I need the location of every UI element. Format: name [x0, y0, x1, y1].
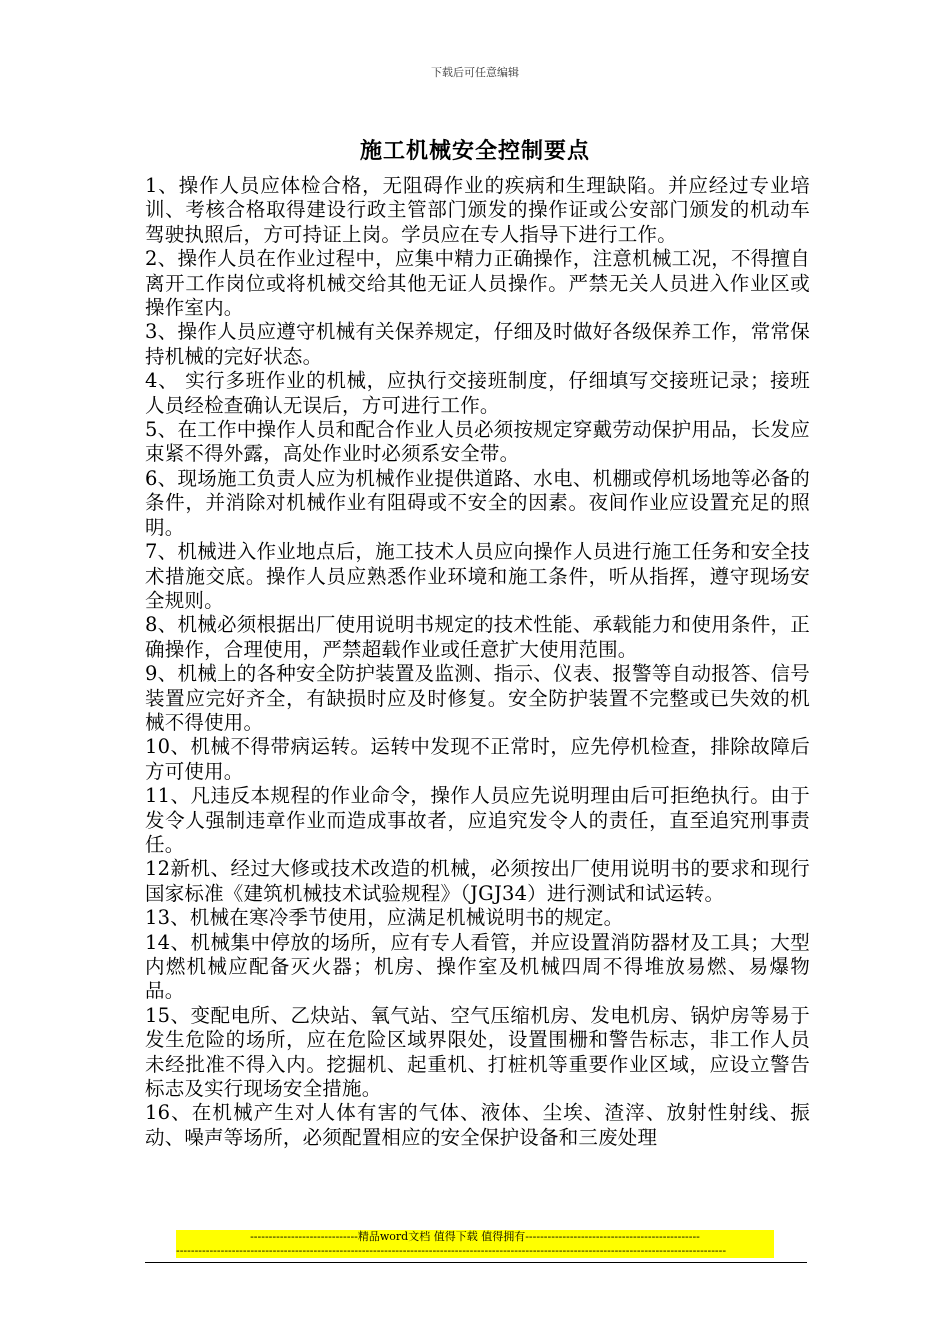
paragraph-4: 4、 实行多班作业的机械，应执行交接班制度，仔细填写交接班记录；接班人员经检查确认无误后，方可进行工作。 — [145, 369, 810, 417]
document-title: 施工机械安全控制要点 — [359, 138, 590, 164]
paragraph-13: 13、机械在寒冷季节使用，应满足机械说明书的规定。 — [145, 906, 624, 930]
paragraph-8: 8、机械必须根据出厂使用说明书规定的技术性能、承载能力和使用条件，正确操作，合理使用，严禁超载作业或任意扩大使用范围。 — [145, 613, 810, 661]
paragraph-1: 1、操作人员应体检合格，无阻碍作业的疾病和生理缺陷。并应经过专业培训、考核合格取得建设行政主管部门颁发的操作证或公安部门颁发的机动车驾驶执照后，方可持证上岗。学员应在专人指导下进行工作。 — [145, 174, 810, 246]
paragraph-10: 10、机械不得带病运转。运转中发现不正常时，应先停机检查，排除故障后方可使用。 — [145, 735, 810, 783]
paragraph-7: 7、机械进入作业地点后，施工技术人员应向操作人员进行施工任务和安全技术措施交底。操作人员应熟悉作业环境和施工条件，听从指挥，遵守现场安全规则。 — [145, 540, 810, 612]
paragraph-9: 9、机械上的各种安全防护装置及监测、指示、仪表、报警等自动报答、信号装置应完好齐全，有缺损时应及时修复。安全防护装置不完整或已失效的机械不得使用。 — [145, 662, 810, 734]
paragraph-15: 15、变配电所、乙炔站、氧气站、空气压缩机房、发电机房、锅炉房等易于发生危险的场所，应在危险区域界限处，设置围栅和警告标志，非工作人员未经批准不得入内。挖掘机、起重机、打桩机等重要作业区域，应设立警告标志及实行现场安全措施。 — [145, 1003, 810, 1101]
footer-banner-line-2: ---------------------------------------------------------------------------------------------------------------------------------------------------- — [176, 1244, 774, 1258]
paragraph-3: 3、操作人员应遵守机械有关保养规定，仔细及时做好各级保养工作，常常保持机械的完好状态。 — [145, 320, 810, 368]
paragraph-11: 11、凡违反本规程的作业命令，操作人员应先说明理由后可拒绝执行。由于发令人强制违章作业而造成事故者，应追究发令人的责任，直至追究刑事责任。 — [145, 784, 810, 856]
header-note: 下载后可任意编辑 — [431, 66, 519, 79]
paragraph-6: 6、现场施工负责人应为机械作业提供道路、水电、机棚或停机场地等必备的条件，并消除对机械作业有阻碍或不安全的因素。夜间作业应设置充足的照明。 — [145, 466, 810, 539]
document-body — [145, 174, 810, 1222]
footer-rule — [145, 1262, 807, 1263]
paragraph-14: 14、机械集中停放的场所，应有专人看管，并应设置消防器材及工具；大型内燃机械应配备灭火器；机房、操作室及机械四周不得堆放易燃、易爆物品。 — [145, 930, 810, 1003]
paragraph-2: 2、操作人员在作业过程中，应集中精力正确操作，注意机械工况，不得擅自离开工作岗位或将机械交给其他无证人员操作。严禁无关人员进入作业区或操作室内。 — [145, 247, 810, 320]
paragraph-5: 5、在工作中操作人员和配合作业人员必须按规定穿戴劳动保护用品，长发应束紧不得外露，高处作业时必须系安全带。 — [145, 418, 810, 466]
paragraph-16: 16、在机械产生对人体有害的气体、液体、尘埃、渣滓、放射性射线、振动、噪声等场所，必须配置相应的安全保护设备和三废处理 — [145, 1101, 810, 1149]
footer-banner-line-1: -----------------------------精品word文档 值得下载 值得拥有----------------------------------------------- — [176, 1230, 774, 1244]
paragraph-12: 12新机、经过大修或技术改造的机械，必须按出厂使用说明书的要求和现行国家标准《建筑机械技术试验规程》（JGJ34）进行测试和试运转。 — [145, 857, 810, 905]
